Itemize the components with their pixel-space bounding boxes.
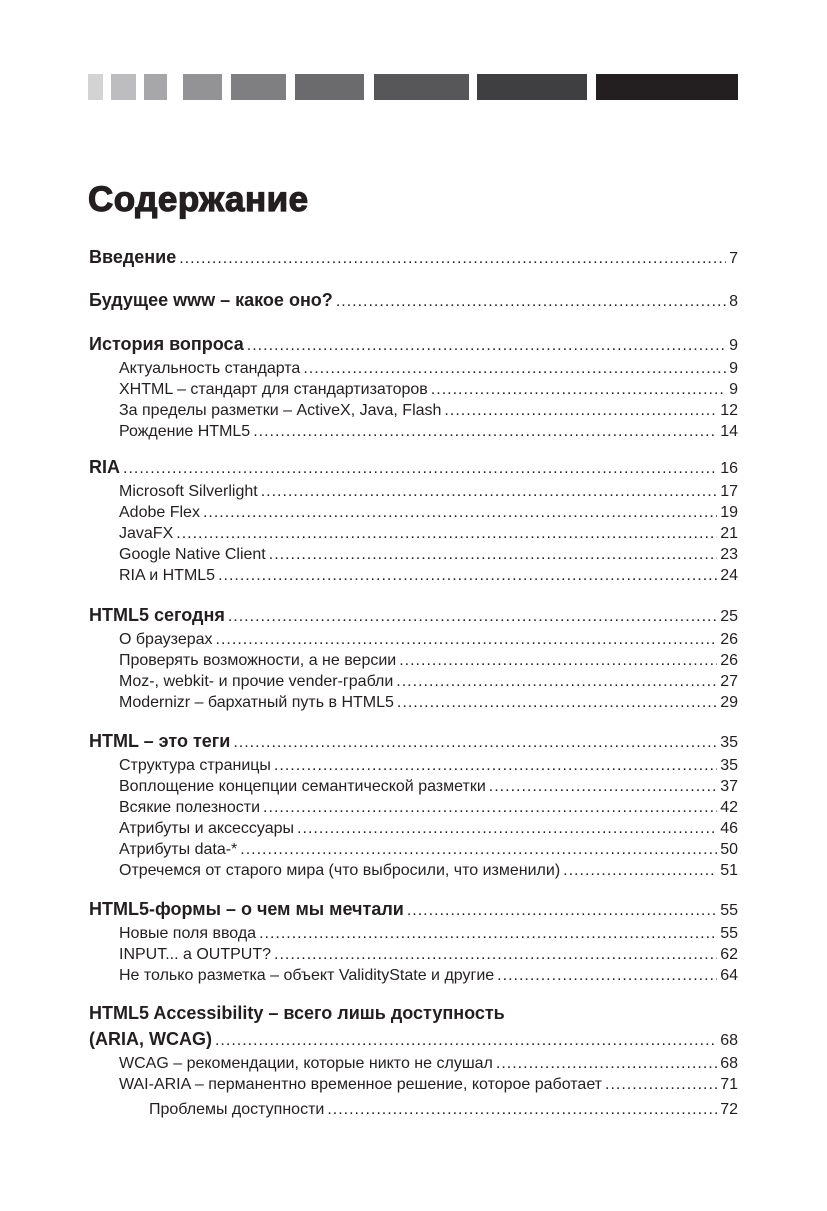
toc-subsection[interactable] xyxy=(89,797,738,818)
dot-leader xyxy=(497,965,717,986)
dot-leader xyxy=(269,544,717,565)
subsection-title: Структура страницы xyxy=(119,757,271,774)
page-title: Содержание xyxy=(88,180,309,219)
dot-leader xyxy=(176,523,717,544)
page-number: 16 xyxy=(720,460,738,477)
header-bar xyxy=(295,74,364,100)
chapter-title: HTML5 Accessibility – всего лишь доступность xyxy=(89,1003,505,1023)
toc-section xyxy=(89,728,738,881)
subsection-title: Не только разметка – объект ValidityState и другие xyxy=(119,967,495,984)
page-number: 29 xyxy=(720,694,738,711)
page-number: 12 xyxy=(720,402,738,419)
header-bar xyxy=(183,74,222,100)
toc-section xyxy=(89,1000,738,1121)
dot-leader xyxy=(123,456,717,480)
dot-leader xyxy=(407,898,717,922)
dot-leader xyxy=(263,797,717,818)
dot-leader xyxy=(216,629,718,650)
page-number: 55 xyxy=(720,902,738,919)
toc-subsection[interactable] xyxy=(89,1095,738,1121)
subsection-title: Adobe Flex xyxy=(119,504,200,521)
toc-subsection[interactable] xyxy=(89,502,738,523)
dot-leader xyxy=(240,839,717,860)
subsection-title: Modernizr – бархатный путь в HTML5 xyxy=(119,694,394,711)
page-number: 35 xyxy=(720,734,738,751)
toc-subsection[interactable] xyxy=(89,379,738,400)
chapter-title: История вопроса xyxy=(89,334,244,354)
toc-subsection[interactable] xyxy=(89,776,738,797)
dot-leader xyxy=(274,755,717,776)
toc-subsection[interactable] xyxy=(89,839,738,860)
toc-subsection[interactable] xyxy=(89,481,738,502)
dot-leader xyxy=(233,730,717,754)
page-number: 24 xyxy=(720,567,738,584)
dot-leader xyxy=(397,692,717,713)
header-bar xyxy=(231,74,286,100)
page-number: 14 xyxy=(720,423,738,440)
dot-leader xyxy=(259,923,717,944)
chapter-title: HTML – это теги xyxy=(89,731,231,751)
toc-subsection[interactable] xyxy=(89,671,738,692)
subsection-title: RIA и HTML5 xyxy=(119,567,216,584)
toc-chapter[interactable] xyxy=(89,244,738,270)
subsection-title: Microsoft Silverlight xyxy=(119,483,258,500)
subsection-title: Рождение HTML5 xyxy=(119,423,251,440)
toc-subsection[interactable] xyxy=(89,544,738,565)
page-number: 64 xyxy=(720,967,738,984)
toc-subsection[interactable] xyxy=(89,923,738,944)
page-number: 72 xyxy=(720,1101,738,1118)
dot-leader xyxy=(496,1053,717,1074)
dot-leader xyxy=(203,502,717,523)
toc-section xyxy=(89,331,738,442)
page-number: 26 xyxy=(720,631,738,648)
subsection-title: INPUT... а OUTPUT? xyxy=(119,946,272,963)
header-bar xyxy=(596,74,738,100)
toc-subsection[interactable] xyxy=(89,944,738,965)
dot-leader xyxy=(563,860,717,881)
toc-chapter[interactable] xyxy=(89,728,738,754)
page-number: 19 xyxy=(720,504,738,521)
dot-leader xyxy=(179,246,726,270)
dot-leader xyxy=(336,289,726,313)
dot-leader xyxy=(431,379,726,400)
subsection-title: О браузерах xyxy=(119,631,213,648)
page-number: 8 xyxy=(729,293,738,310)
subsection-title: Moz-, webkit- и прочие vender-грабли xyxy=(119,673,394,690)
header-bar xyxy=(144,74,167,100)
page-number: 55 xyxy=(720,925,738,942)
page-number: 9 xyxy=(729,360,738,377)
dot-leader xyxy=(489,776,717,797)
toc-subsection[interactable] xyxy=(89,965,738,986)
header-bar xyxy=(88,74,103,100)
dot-leader xyxy=(396,671,717,692)
subsection-title: Воплощение концепции семантической разметки xyxy=(119,778,486,795)
toc-subsection[interactable] xyxy=(89,818,738,839)
toc-subsection[interactable] xyxy=(89,629,738,650)
toc-subsection[interactable] xyxy=(89,1053,738,1074)
dot-leader xyxy=(327,1095,717,1121)
page-number: 50 xyxy=(720,841,738,858)
chapter-title: RIA xyxy=(89,457,120,477)
dot-leader xyxy=(297,818,717,839)
header-bar xyxy=(374,74,469,100)
dot-leader xyxy=(253,421,717,442)
page-number: 46 xyxy=(720,820,738,837)
toc-subsection[interactable] xyxy=(89,565,738,586)
chapter-title: (ARIA, WCAG) xyxy=(89,1029,212,1049)
page-number: 7 xyxy=(729,250,738,267)
subsection-title: Атрибуты и аксессуары xyxy=(119,820,295,837)
toc-subsection[interactable] xyxy=(89,400,738,421)
dot-leader xyxy=(303,358,726,379)
toc-chapter[interactable] xyxy=(89,896,738,922)
subsection-title: Актуальность стандарта xyxy=(119,360,301,377)
chapter-title: Введение xyxy=(89,247,177,267)
subsection-title: Новые поля ввода xyxy=(119,925,257,942)
toc-chapter-line[interactable] xyxy=(89,1000,738,1026)
dot-leader xyxy=(247,333,726,357)
dot-leader xyxy=(215,1028,717,1052)
toc-subsection[interactable] xyxy=(89,421,738,442)
toc-subsection[interactable] xyxy=(89,692,738,713)
page-number: 17 xyxy=(720,483,738,500)
toc-section xyxy=(89,287,738,313)
chapter-title: HTML5 сегодня xyxy=(89,605,225,625)
page-number: 21 xyxy=(720,525,738,542)
subsection-title: Проблемы доступности xyxy=(149,1101,325,1118)
dot-leader xyxy=(399,650,717,671)
dot-leader xyxy=(444,400,717,421)
subsection-title: За пределы разметки – ActiveX, Java, Flash xyxy=(119,402,442,419)
page-number: 71 xyxy=(720,1076,738,1093)
page-number: 37 xyxy=(720,778,738,795)
header-bar xyxy=(111,74,136,100)
page-number: 51 xyxy=(720,862,738,879)
page-number: 9 xyxy=(729,337,738,354)
header-bar xyxy=(477,74,587,100)
chapter-title: HTML5-формы – о чем мы мечтали xyxy=(89,899,404,919)
toc-section xyxy=(89,896,738,986)
subsection-title: WAI-ARIA – перманентно временное решение, которое работает xyxy=(119,1076,603,1093)
page-number: 23 xyxy=(720,546,738,563)
dot-leader xyxy=(261,481,718,502)
dot-leader xyxy=(274,944,717,965)
toc-chapter[interactable] xyxy=(89,602,738,628)
toc-section xyxy=(89,602,738,713)
page-number: 26 xyxy=(720,652,738,669)
dot-leader xyxy=(228,604,717,628)
subsection-title: Всякие полезности xyxy=(119,799,261,816)
dot-leader xyxy=(218,565,717,586)
subsection-title: Атрибуты data-* xyxy=(119,841,238,858)
page-number: 62 xyxy=(720,946,738,963)
toc-section xyxy=(89,244,738,270)
page-number: 27 xyxy=(720,673,738,690)
chapter-title: Будущее www – какое оно? xyxy=(89,290,333,310)
toc-subsection[interactable] xyxy=(89,860,738,881)
toc-chapter[interactable] xyxy=(89,331,738,357)
toc-chapter[interactable] xyxy=(89,1026,738,1052)
toc-subsection[interactable] xyxy=(89,523,738,544)
toc-subsection[interactable] xyxy=(89,1074,738,1095)
page-number: 9 xyxy=(729,381,738,398)
page-number: 68 xyxy=(720,1055,738,1072)
subsection-title: Отречемся от старого мира (что выбросили, что изменили) xyxy=(119,862,561,879)
page-number: 35 xyxy=(720,757,738,774)
toc-section xyxy=(89,454,738,586)
page-number: 25 xyxy=(720,608,738,625)
page-number: 68 xyxy=(720,1032,738,1049)
subsection-title: JavaFX xyxy=(119,525,174,542)
toc-subsection[interactable] xyxy=(89,755,738,776)
toc-subsection[interactable] xyxy=(89,358,738,379)
toc-chapter[interactable] xyxy=(89,454,738,480)
subsection-title: Google Native Client xyxy=(119,546,266,563)
toc-chapter[interactable] xyxy=(89,287,738,313)
toc-subsection[interactable] xyxy=(89,650,738,671)
subsection-title: Проверять возможности, а не версии xyxy=(119,652,397,669)
dot-leader xyxy=(605,1074,717,1095)
subsection-title: XHTML – стандарт для стандартизаторов xyxy=(119,381,428,398)
subsection-title: WCAG – рекомендации, которые никто не слушал xyxy=(119,1055,493,1072)
page-number: 42 xyxy=(720,799,738,816)
